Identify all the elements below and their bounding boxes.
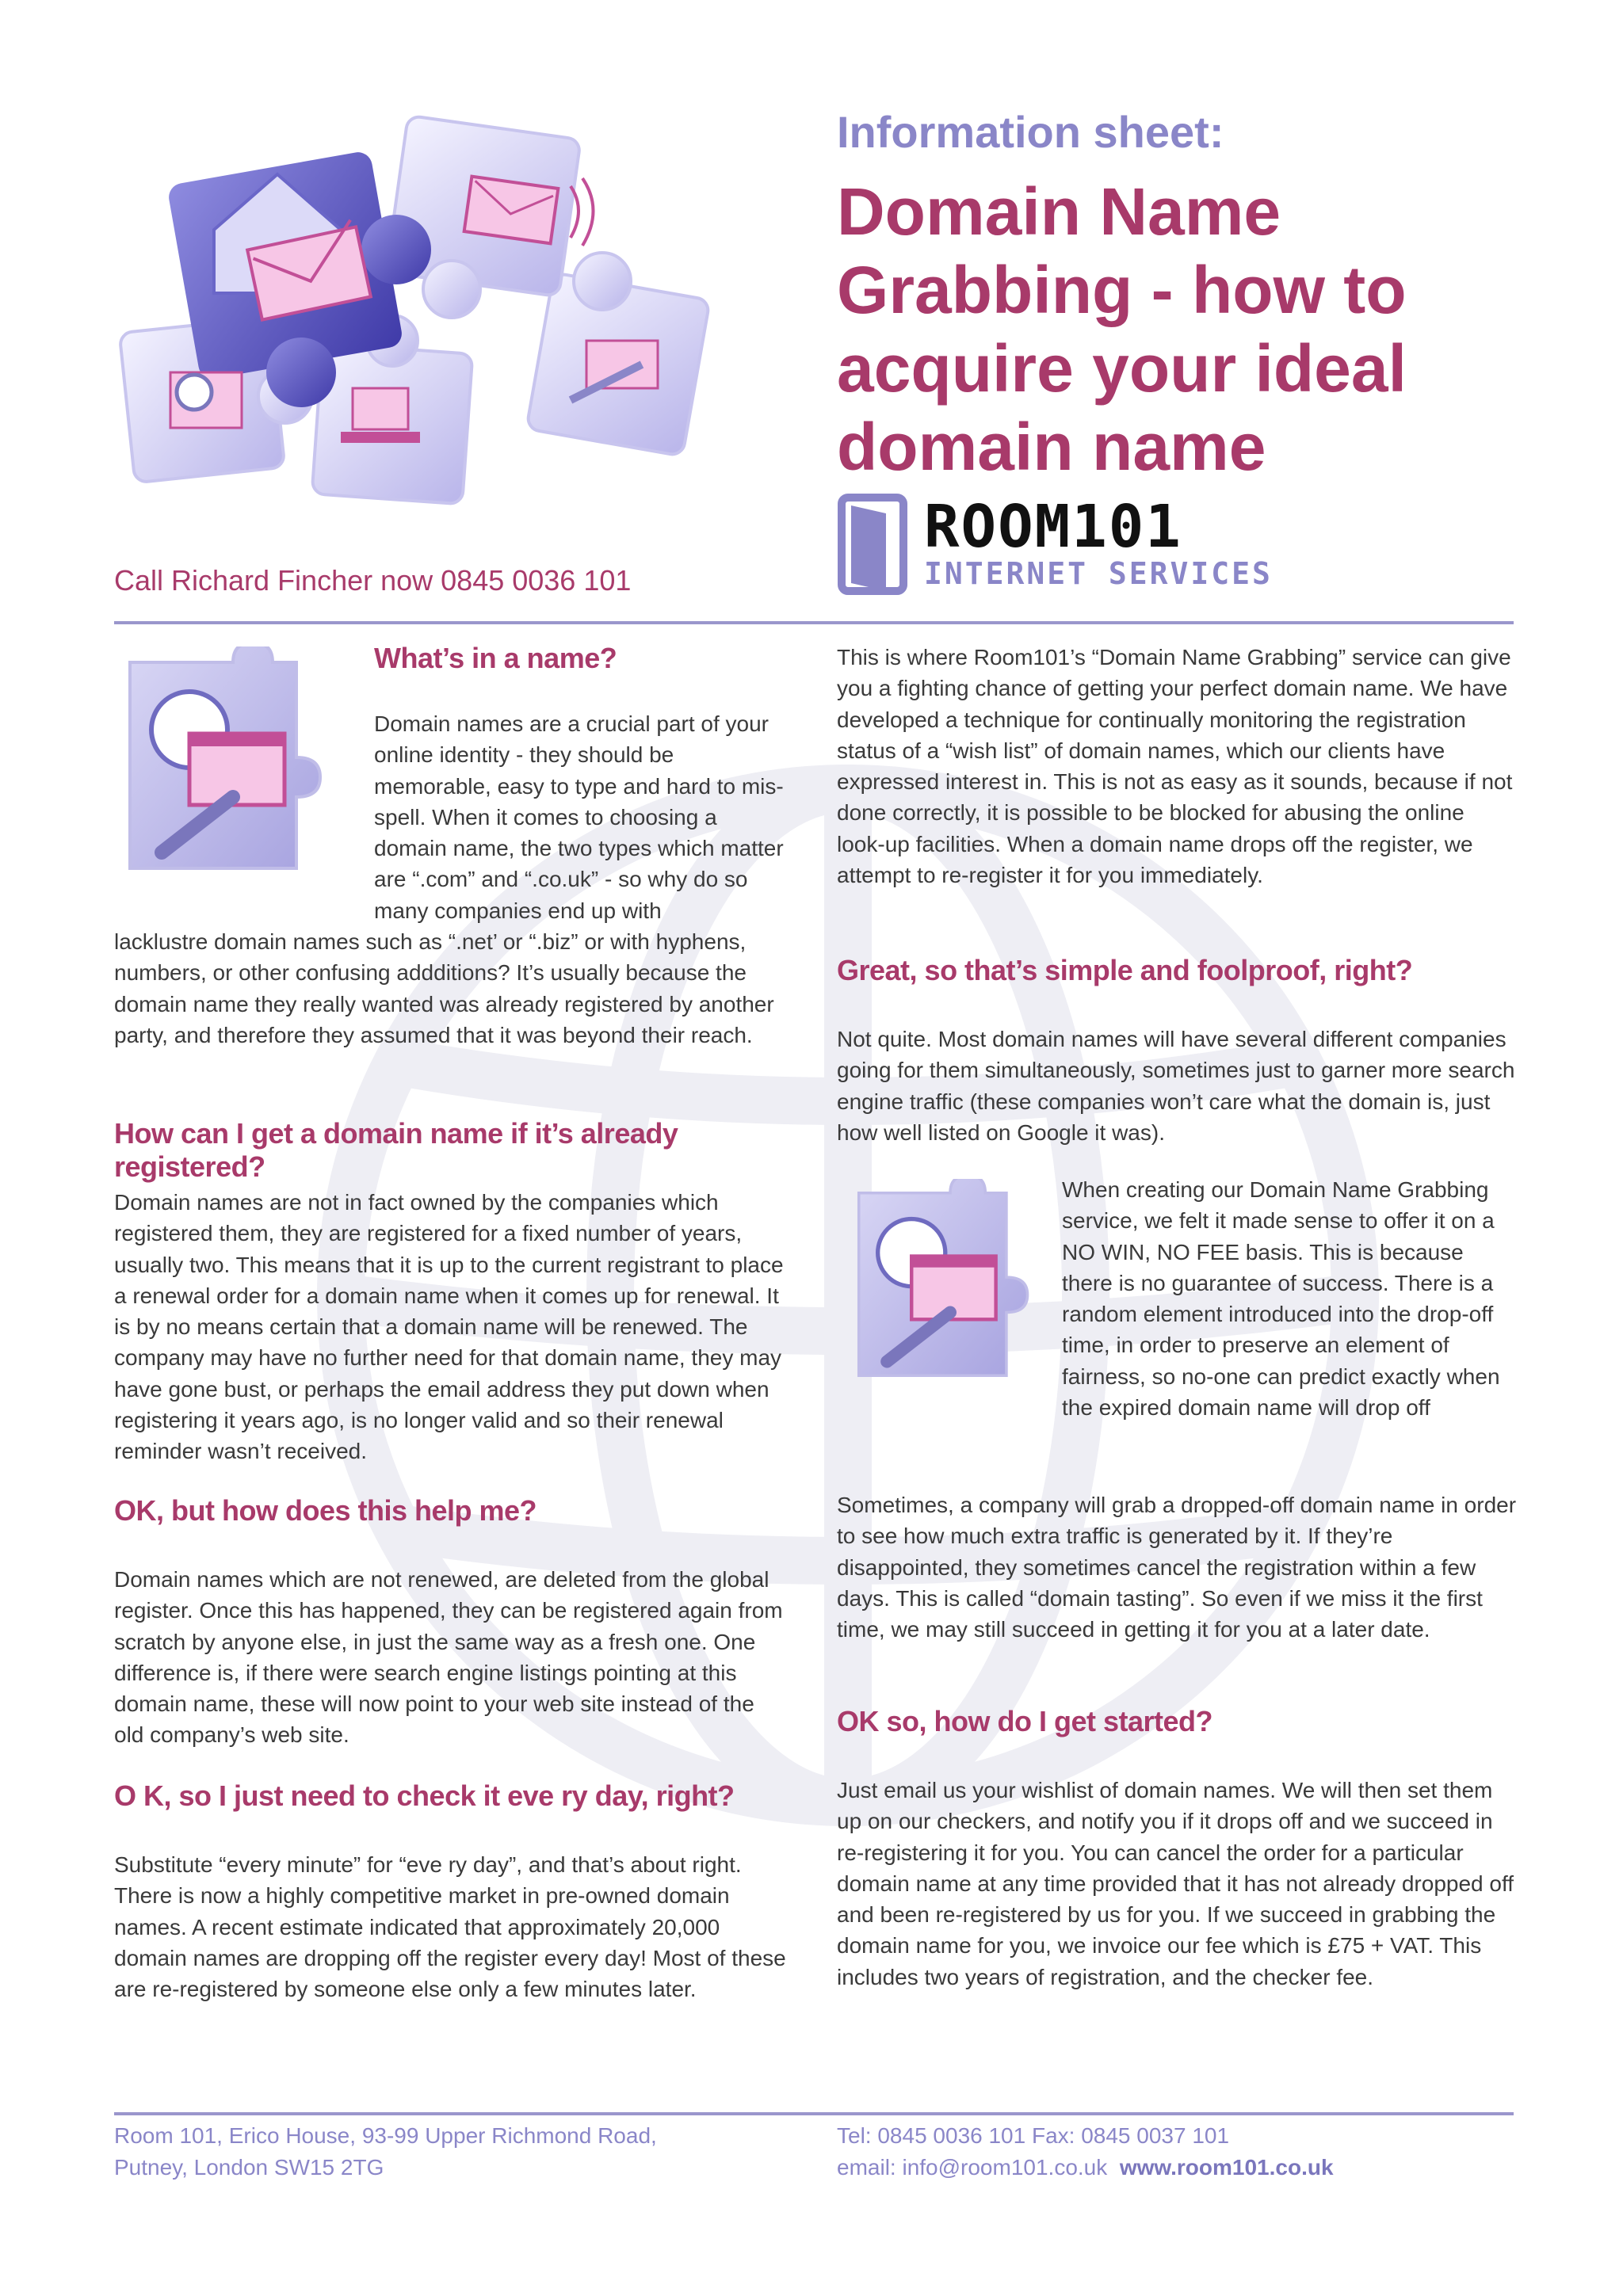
- section-text: Domain names which are not renewed, are deleted from the global register. Once this has happened, they can be registered again from scratch by anyone else, in just the same way as a fresh one. One difference is, if there were search engine listings pointing at this domain name, these will now point to your web site instead of the old company’s web site.: [114, 1567, 783, 1748]
- section-heading: What’s in a name?: [374, 642, 617, 674]
- section-text: Sometimes, a company will grab a dropped-off domain name in order to see how much extra traffic is generated by it. If they’re disappointed, they sometimes cancel the registration within a few days. This is called “domain tasting”. So even if we miss it the first time, we may still succeed in getting it for you at a later date.: [837, 1493, 1517, 1642]
- section-text: Substitute “every minute” for “eve ry day”, and that’s about right. There is now a highly competitive market in pre-owned domain names. A recent estimate indicated that approximately 20,000 domain names are dropping off the register every day! Most of these are re-registered by someone else only a few minutes later.: [114, 1852, 786, 2002]
- page-title: Domain Name Grabbing - how to acquire your ideal domain name: [837, 174, 1407, 484]
- website-link[interactable]: www.room101.co.uk: [1119, 2155, 1334, 2180]
- section-heading: O K, so I just need to check it eve ry day, right?: [114, 1779, 735, 1812]
- section-text: Domain names are a crucial part of your online identity - they should be memorable, easy to type and hard to mis-spell. When it comes to choosing a domain name, the two types which matter are “.com” and “.co.uk” - so why do so many companies end up with: [374, 711, 784, 923]
- call-line: Call Richard Fincher now 0845 0036 101: [114, 564, 632, 597]
- email-line: [837, 2152, 1334, 2183]
- footer-address: [114, 2120, 657, 2183]
- section-text: Domain names are not in fact owned by the companies which registered them, they are registered for a fixed number of years, usually two. This means that it is up to the current registrant to place a renewal order for a domain name when it comes up for renewal. It is by no means certain that a domain name will be renewed. The company may have no further need for that domain name, they may have gone bust, or perhaps the email address they put down when registering it years ago, is no longer valid and so their renewal reminder wasn’t received.: [114, 1190, 784, 1464]
- section-heading: OK, but how does this help me?: [114, 1494, 537, 1527]
- section-heading: OK so, how do I get started?: [837, 1705, 1213, 1737]
- section-heading: Great, so that’s simple and foolproof, right?: [837, 954, 1413, 986]
- header-divider: [114, 621, 1514, 624]
- logo-tagline: INTERNET SERVICES: [924, 556, 1273, 591]
- section-text: When creating our Domain Name Grabbing service, we felt it made sense to offer it on a NO WIN, NO FEE basis. This is because there is no guarantee of success. There is a random element introduced into the drop-off time, in order to preserve an element of fairness, so no-one can predict exactly when the expired domain name will drop off: [1062, 1177, 1500, 1421]
- puzzle-pieces-illustration: [95, 111, 792, 523]
- puzzle-piece-icon: [845, 1179, 1056, 1390]
- subtitle: Information sheet:: [837, 107, 1224, 157]
- section-text: Not quite. Most domain names will have several different companies going for them simultaneously, sometimes just to garner more search engine traffic (these companies won’t care what the domain is, just how well listed on Google it was).: [837, 1027, 1515, 1145]
- email-link[interactable]: email: info@room101.co.uk: [837, 2155, 1108, 2180]
- section-text: Just email us your wishlist of domain names. We will then set them up on our checkers, and notify you if it drops off and we succeed in re-registering it for you. You can cancel the order for a particular domain name at any time provided that it has not already dropped off and been re-registered by us for you. If we succeed in grabbing the domain name for you, we invoice our fee which is £75 + VAT. This includes two years of registration, and the checker fee.: [837, 1778, 1514, 1989]
- whats-in-a-name-section: [114, 642, 796, 1051]
- section-heading: How can I get a domain name if it’s already registered?: [114, 1117, 678, 1183]
- door-icon: [837, 493, 908, 596]
- footer-divider: [114, 2112, 1514, 2115]
- footer-contact: [837, 2120, 1334, 2183]
- phone-line: Tel: 0845 0036 101 Fax: 0845 0037 101: [837, 2123, 1230, 2148]
- section-text: This is where Room101’s “Domain Name Grabbing” service can give you a fighting chance of getting your perfect domain name. We have developed a technique for continually monitoring the registration status of a “wish list” of domain names, which our clients have expressed interest in. This is not as easy as it sounds, because if not done correctly, it is possible to be blocked for abusing the online look-up facilities. When a domain name drops off the register, we attempt to re-register it for you immediately.: [837, 645, 1513, 888]
- address-line: Room 101, Erico House, 93-99 Upper Richmond Road,: [114, 2123, 657, 2148]
- logo-wordmark: ROOM101: [924, 493, 1182, 561]
- address-line: Putney, London SW15 2TG: [114, 2155, 384, 2180]
- section-text: lacklustre domain names such as “.net’ or “.biz” or with hyphens, numbers, or other confusing addditions? It’s usually because the domain name they really wanted was already registered by another party, and therefore they assumed that it was beyond their reach.: [114, 929, 774, 1047]
